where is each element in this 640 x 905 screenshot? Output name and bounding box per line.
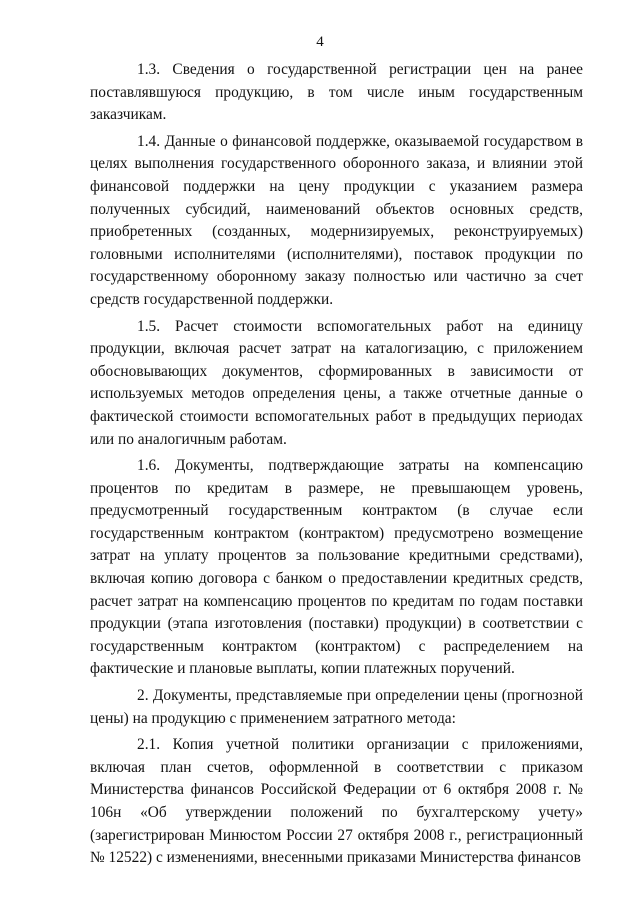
paragraph-1-5: 1.5. Расчет стоимости вспомогательных работ на единицу продукции, включая расчет затрат на каталогизацию, с приложением обосновывающих документов, сформированных в зависимости от используемых методов определения цены, а также отчетные данные о фактической стоимости вспомогательных работ в предыдущих периодах или по аналогичным работам. — [90, 317, 583, 448]
paragraph-2-1: 2.1. Копия учетной политики организации с приложениями, включая план счетов, оформленной в соответствии с приказом Министерства финансов Российской Федерации от 6 октября 2008 г. № 106н «Об утверждении положений по бухгалтерскому учету» (зарегистрирован Минюстом России 27 октября 2008 г., регистрационный № 12522) с изменениями, внесенными приказами Министерства финансов — [90, 736, 583, 867]
paragraph-1-4: 1.4. Данные о финансовой поддержке, оказываемой государством в целях выполнения государственного оборонного заказа, и влиянии этой финансовой поддержки на цену продукции с указанием размера полученных субсидий, наименований объектов основных средств, приобретенных (созданных, модернизируемых, реконструируемых) головными исполнителями (исполнителями), поставок продукции по государственному оборонному заказу полностью или частично за счет средств государственной поддержки. — [90, 132, 583, 308]
paragraph-2: 2. Документы, представляемые при определении цены (прогнозной цены) на продукцию с применением затратного метода: — [90, 687, 583, 727]
page-number: 4 — [316, 34, 324, 50]
paragraph-1-6: 1.6. Документы, подтверждающие затраты на компенсацию процентов по кредитам в размере, не превышающем уровень, предусмотренный государственным контрактом (в случае если государственным контрактом (контрактом) предусмотрено возмещение затрат на уплату процентов за пользование кредитными средствами), включая копию договора с банком о предоставлении кредитных средств, расчет затрат на компенсацию процентов по кредитам по годам поставки продукции (этапа изготовления (поставки) продукции) в соответствии с государственным контрактом (контрактом) с распределением на фактические и плановые выплаты, копии платежных поручений. — [90, 457, 583, 678]
document-body — [90, 59, 583, 874]
paragraph-1-3: 1.3. Сведения о государственной регистрации цен на ранее поставлявшуюся продукцию, в том числе иным государственным заказчикам. — [90, 61, 583, 124]
